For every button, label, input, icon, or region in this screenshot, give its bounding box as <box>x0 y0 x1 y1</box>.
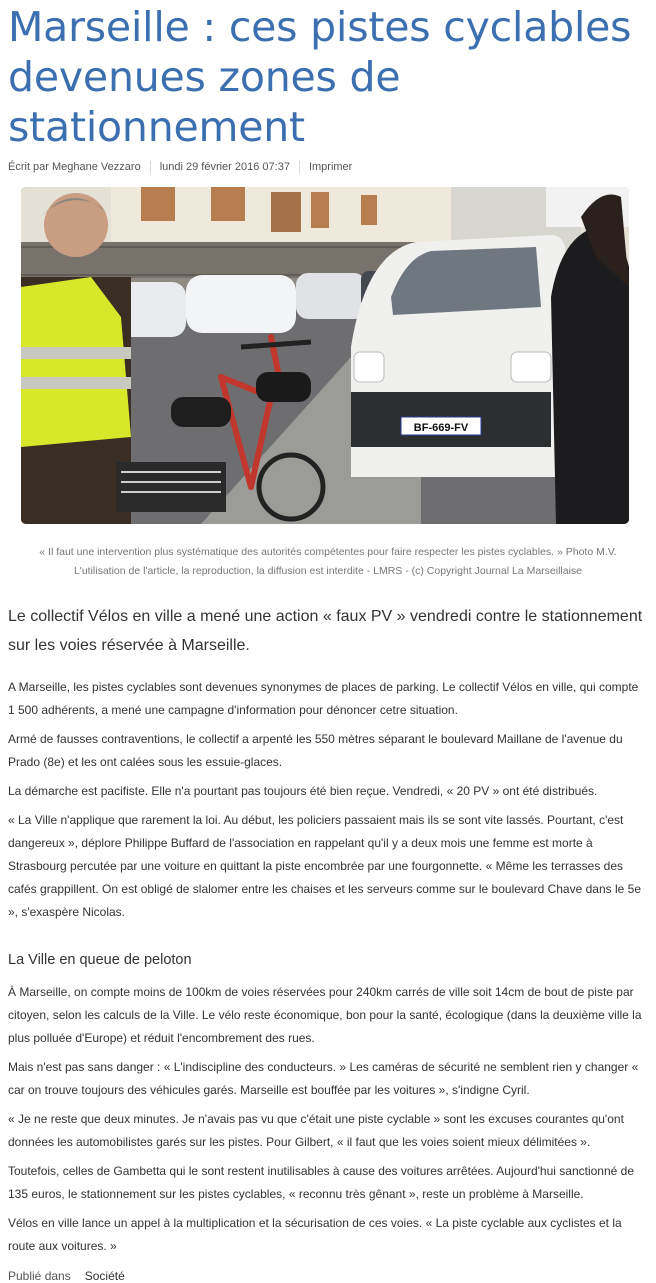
article-title: Marseille : ces pistes cyclables devenues zones de stationnement <box>8 3 632 151</box>
published-label: Publié dans <box>8 1269 71 1283</box>
meta-divider <box>150 161 151 174</box>
copyright-line: L'utilisation de l'article, la reproduction, la diffusion est interdite - LMRS - (c) Copyright Journal La Marseillaise <box>73 565 583 577</box>
body-paragraph: Toutefois, celles de Gambetta qui le sont restent inutilisables à cause des voitures arrêtées. Aujourd'hui sanctionné de 135 euros, le stationnement sur les pistes cyclables, « reconnu très gênant », reste un problème à Marseille. <box>8 1164 634 1201</box>
article-photo <box>21 187 629 524</box>
meta-divider <box>299 161 300 174</box>
photo-illustration <box>21 187 629 524</box>
published-in <box>8 1269 648 1283</box>
publish-date: lundi 29 février 2016 07:37 <box>159 161 290 173</box>
print-link[interactable]: Imprimer <box>308 161 353 173</box>
body-paragraph: « Je ne reste que deux minutes. Je n'avais pas vu que c'était une piste cyclable » sont les excuses courantes qu'ont données les automobilistes garés sur les pistes. Pour Gilbert, « il faut que les voies soient mieux délimitées ». <box>8 1112 624 1149</box>
body-paragraph: A Marseille, les pistes cyclables sont devenues synonymes de places de parking. Le collectif Vélos en ville, qui compte 1 500 adhérents, a mené une campagne d'information pour dénoncer cetre situation. <box>8 680 639 717</box>
body-paragraph: La démarche est pacifiste. Elle n'a pourtant pas toujours été bien reçue. Vendredi, « 20 PV » ont été distribués. <box>8 784 598 798</box>
caption-line: « Il faut une intervention plus systématique des autorités compétentes pour faire respecter les pistes cyclables. » Photo M.V. <box>39 546 617 558</box>
photo-caption <box>8 543 648 581</box>
license-plate-text: BF-669-FV <box>413 422 469 434</box>
body-paragraph: Mais n'est pas sans danger : « L'indiscipline des conducteurs. » Les caméras de sécurité ne semblent rien y changer « car on trouve toujours des véhicules garés. Marseille est bouffée par les voitures », s'indigne Cyril. <box>8 1060 639 1097</box>
category-link[interactable]: Société <box>84 1269 125 1283</box>
body-paragraph: Vélos en ville lance un appel à la multiplication et la sécurisation de ces voies. « La piste cyclable aux cyclistes et la route aux voitures. » <box>8 1216 622 1253</box>
body-paragraph: « La Ville n'applique que rarement la loi. Au début, les policiers passaient mais ils se sont vite lassés. Pourtant, c'est dangereux », déplore Philippe Buffard de l'association en rappelant qu'il y a deux mois une femme est morte à Strasbourg percutée par une voiture en quittant la piste encombrée par une fourgonnette. « Même les terrasses des cafés grappillent. On est obligé de slalomer entre les chaises et les serveurs comme sur le boulevard Chave dans le 5e », s'exaspère Nicolas. <box>8 813 641 919</box>
author-line: Écrit par Meghane Vezzaro <box>8 161 141 173</box>
body-paragraph: Armé de fausses contraventions, le collectif a arpenté les 550 mètres séparant le boulevard Maillane de l'avenue du Prado (8e) et les ont calées sous les essuie-glaces. <box>8 732 623 769</box>
article-meta <box>8 159 648 175</box>
body-paragraph: À Marseille, on compte moins de 100km de voies réservées pour 240km carrés de ville soit 14cm de bout de piste par citoyen, selon les calculs de la Ville. Le vélo reste économique, bon pour la santé, écologique (dans la deuxième ville la plus polluée d'Europe) et réduit l'encombrement des rues. <box>8 985 642 1045</box>
section-heading: La Ville en queue de peloton <box>8 952 192 968</box>
article-lead: Le collectif Vélos en ville a mené une action « faux PV » vendredi contre le stationnement sur les voies réservée à Marseille. <box>8 608 643 654</box>
